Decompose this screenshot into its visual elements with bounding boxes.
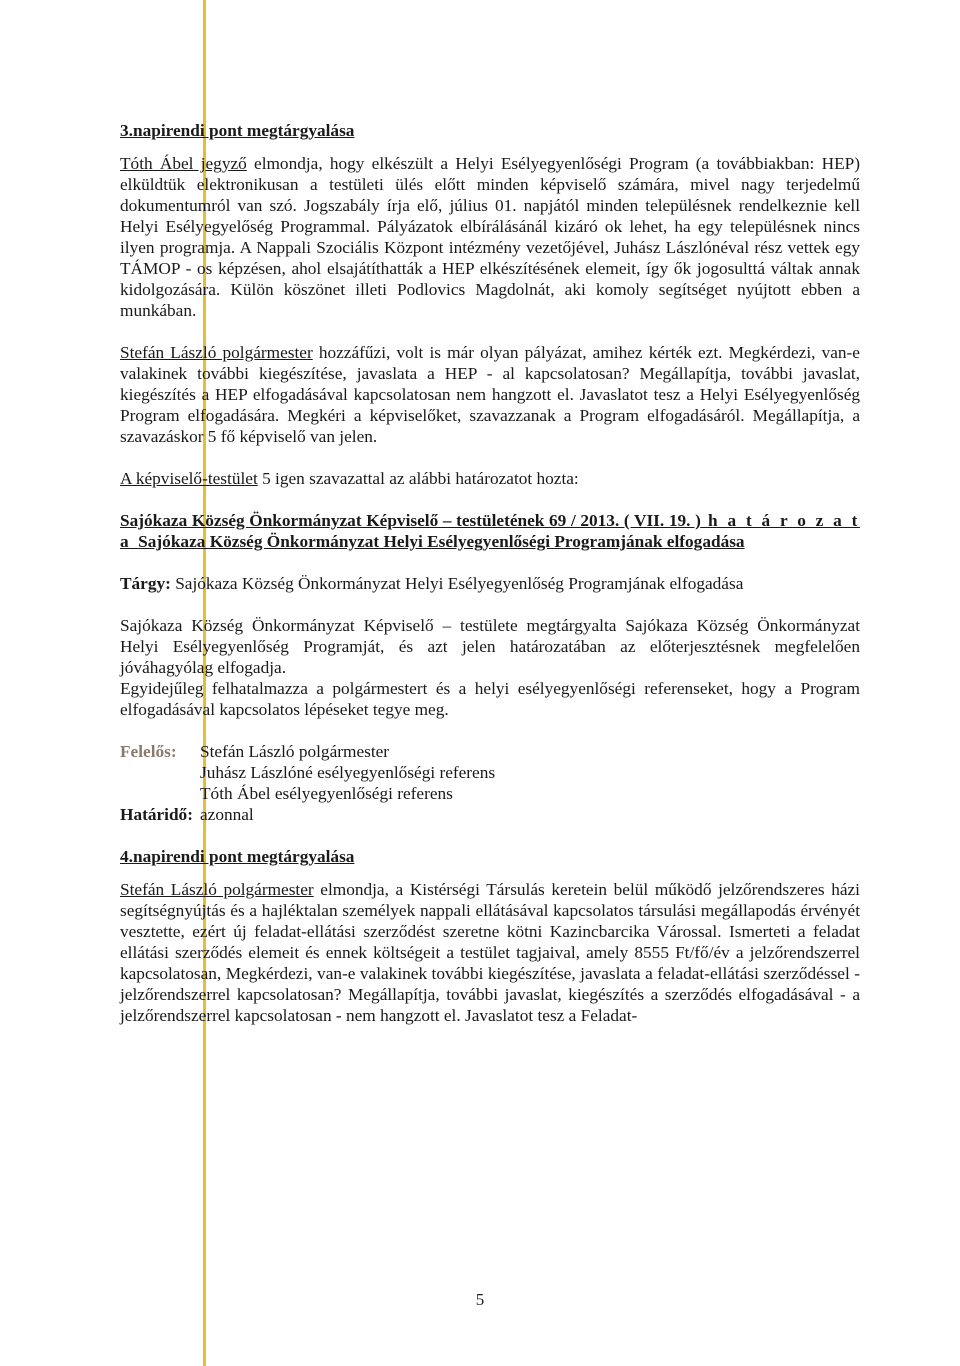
deadline-value: azonnal: [200, 805, 254, 824]
resolution-title: Sajókaza Község Önkormányzat Képviselő – testületének 69 / 2013. ( VII. 19. ) h a t á r o z a t a Sajókaza Község Önkormányzat Helyi Esélyegyenlőségi Programjának elfogadása: [120, 511, 860, 551]
responsible-person: Stefán László polgármester: [200, 742, 390, 761]
responsible-block: [120, 741, 860, 804]
section-4-heading: 4.napirendi pont megtárgyalása: [120, 847, 355, 866]
paragraph-text: elmondja, hogy elkészült a Helyi Esélyegyenlőségi Program (a továbbiakban: HEP) elküldtük elektronikusan a testületi ülés előtt minden képviselő számára, mivel nagy terjedelmű dokumentumról van szó. Jogszabály írja elő, július 01. napjától minden településnek rendelkeznie kell Helyi Esélyegyelőség Programmal. Pályázatok elbírálásánál kizáró ok lehet, ha egy településnek nincs ilyen programja. A Nappali Szociális Központ intézmény vezetőjével, Juhász Lászlónéval rész vettek egy TÁMOP - os képzésen, ahol elsajátíthatták a HEP elkészítésének elemeit, így ők jogosulttá váltak annak kidolgozására. Külön köszönet illeti Podlovics Magdolnát, aki komoly segítséget nyújtott ebben a munkában.: [120, 154, 861, 320]
responsible-label: Felelős:: [120, 742, 177, 761]
page-number: 5: [475, 1290, 485, 1309]
speaker-stefan-laszlo: Stefán László polgármester: [120, 880, 314, 899]
vote-text: 5 igen szavazattal az alábbi határozatot hozta:: [257, 469, 579, 488]
resolution-decision-1: Sajókaza Község Önkormányzat Képviselő – testülete megtárgyalta Sajókaza Község Önkormányzat Helyi Esélyegyenlőség Programját, és azt jelen határozatában az előterjesztésnek megfelelően jóváhagyólag elfogadja.: [120, 616, 860, 677]
subject-label: Tárgy:: [120, 574, 171, 593]
vote-result: [120, 468, 860, 489]
responsible-list: [200, 741, 495, 804]
deadline-block: [120, 804, 860, 825]
paragraph-text: hozzáfűzi, volt is már olyan pályázat, amihez kérték ezt. Megkérdezi, van-e valakinek további kiegészítése, javaslata a HEP - al kapcsolatosan? Megállapítja, további javaslat, kiegészítés a HEP elfogadásával kapcsolatosan nem hangzott el. Javaslatot tesz a Helyi Esélyegyenlőség Program elfogadására. Megkéri a képviselőket, szavazzanak a Program elfogadásáról. Megállapítja, a szavazáskor 5 fő képviselő van jelen.: [120, 343, 860, 446]
resolution-subject: [120, 573, 860, 594]
resolution-decision-2: Egyidejűleg felhatalmazza a polgármestert és a helyi esélyegyenlőségi referenseket, hogy a Program elfogadásával kapcsolatos lépéseket tegye meg.: [120, 679, 860, 719]
subject-text: Sajókaza Község Önkormányzat Helyi Esélyegyenlőség Programjának elfogadása: [170, 574, 744, 593]
speaker-toth-abel: Tóth Ábel jegyző: [120, 154, 247, 173]
vote-body: A képviselő-testület: [120, 469, 258, 488]
section-3-paragraph-1: [120, 153, 860, 321]
document-body: [120, 120, 860, 1026]
section-3-heading: 3.napirendi pont megtárgyalása: [120, 121, 355, 140]
speaker-stefan-laszlo: Stefán László polgármester: [120, 343, 313, 362]
responsible-person: Juhász Lászlóné esélyegyenlőségi referens: [200, 763, 496, 782]
section-3-paragraph-2: [120, 342, 860, 447]
deadline-label: Határidő:: [120, 805, 193, 824]
section-4-paragraph-1: [120, 879, 860, 1026]
paragraph-text: elmondja, a Kistérségi Társulás keretein belül működő jelzőrendszeres házi segítségnyújtás és a hajléktalan személyek nappali ellátásával kapcsolatos társulási megállapodás érvényét vesztette, ezért új feladat-ellátási szerződést szeretne kötni Kazincbarcika Várossal. Ismerteti a feladat ellátási szerződés elemeit és ennek költségeit a testület tagjaival, amely 8555 Ft/fő/év a jelzőrendszerrel kapcsolatosan, Megkérdezi, van-e valakinek további kiegészítése, javaslata a feladat-ellátási szerződéssel - jelzőrendszerrel kapcsolatosan? Megállapítja, további javaslat, kiegészítés a szerződés elfogadásával - a jelzőrendszerrel kapcsolatosan - nem hangzott el. Javaslatot tesz a Feladat-: [120, 880, 860, 1025]
responsible-person: Tóth Ábel esélyegyenlőségi referens: [200, 784, 453, 803]
